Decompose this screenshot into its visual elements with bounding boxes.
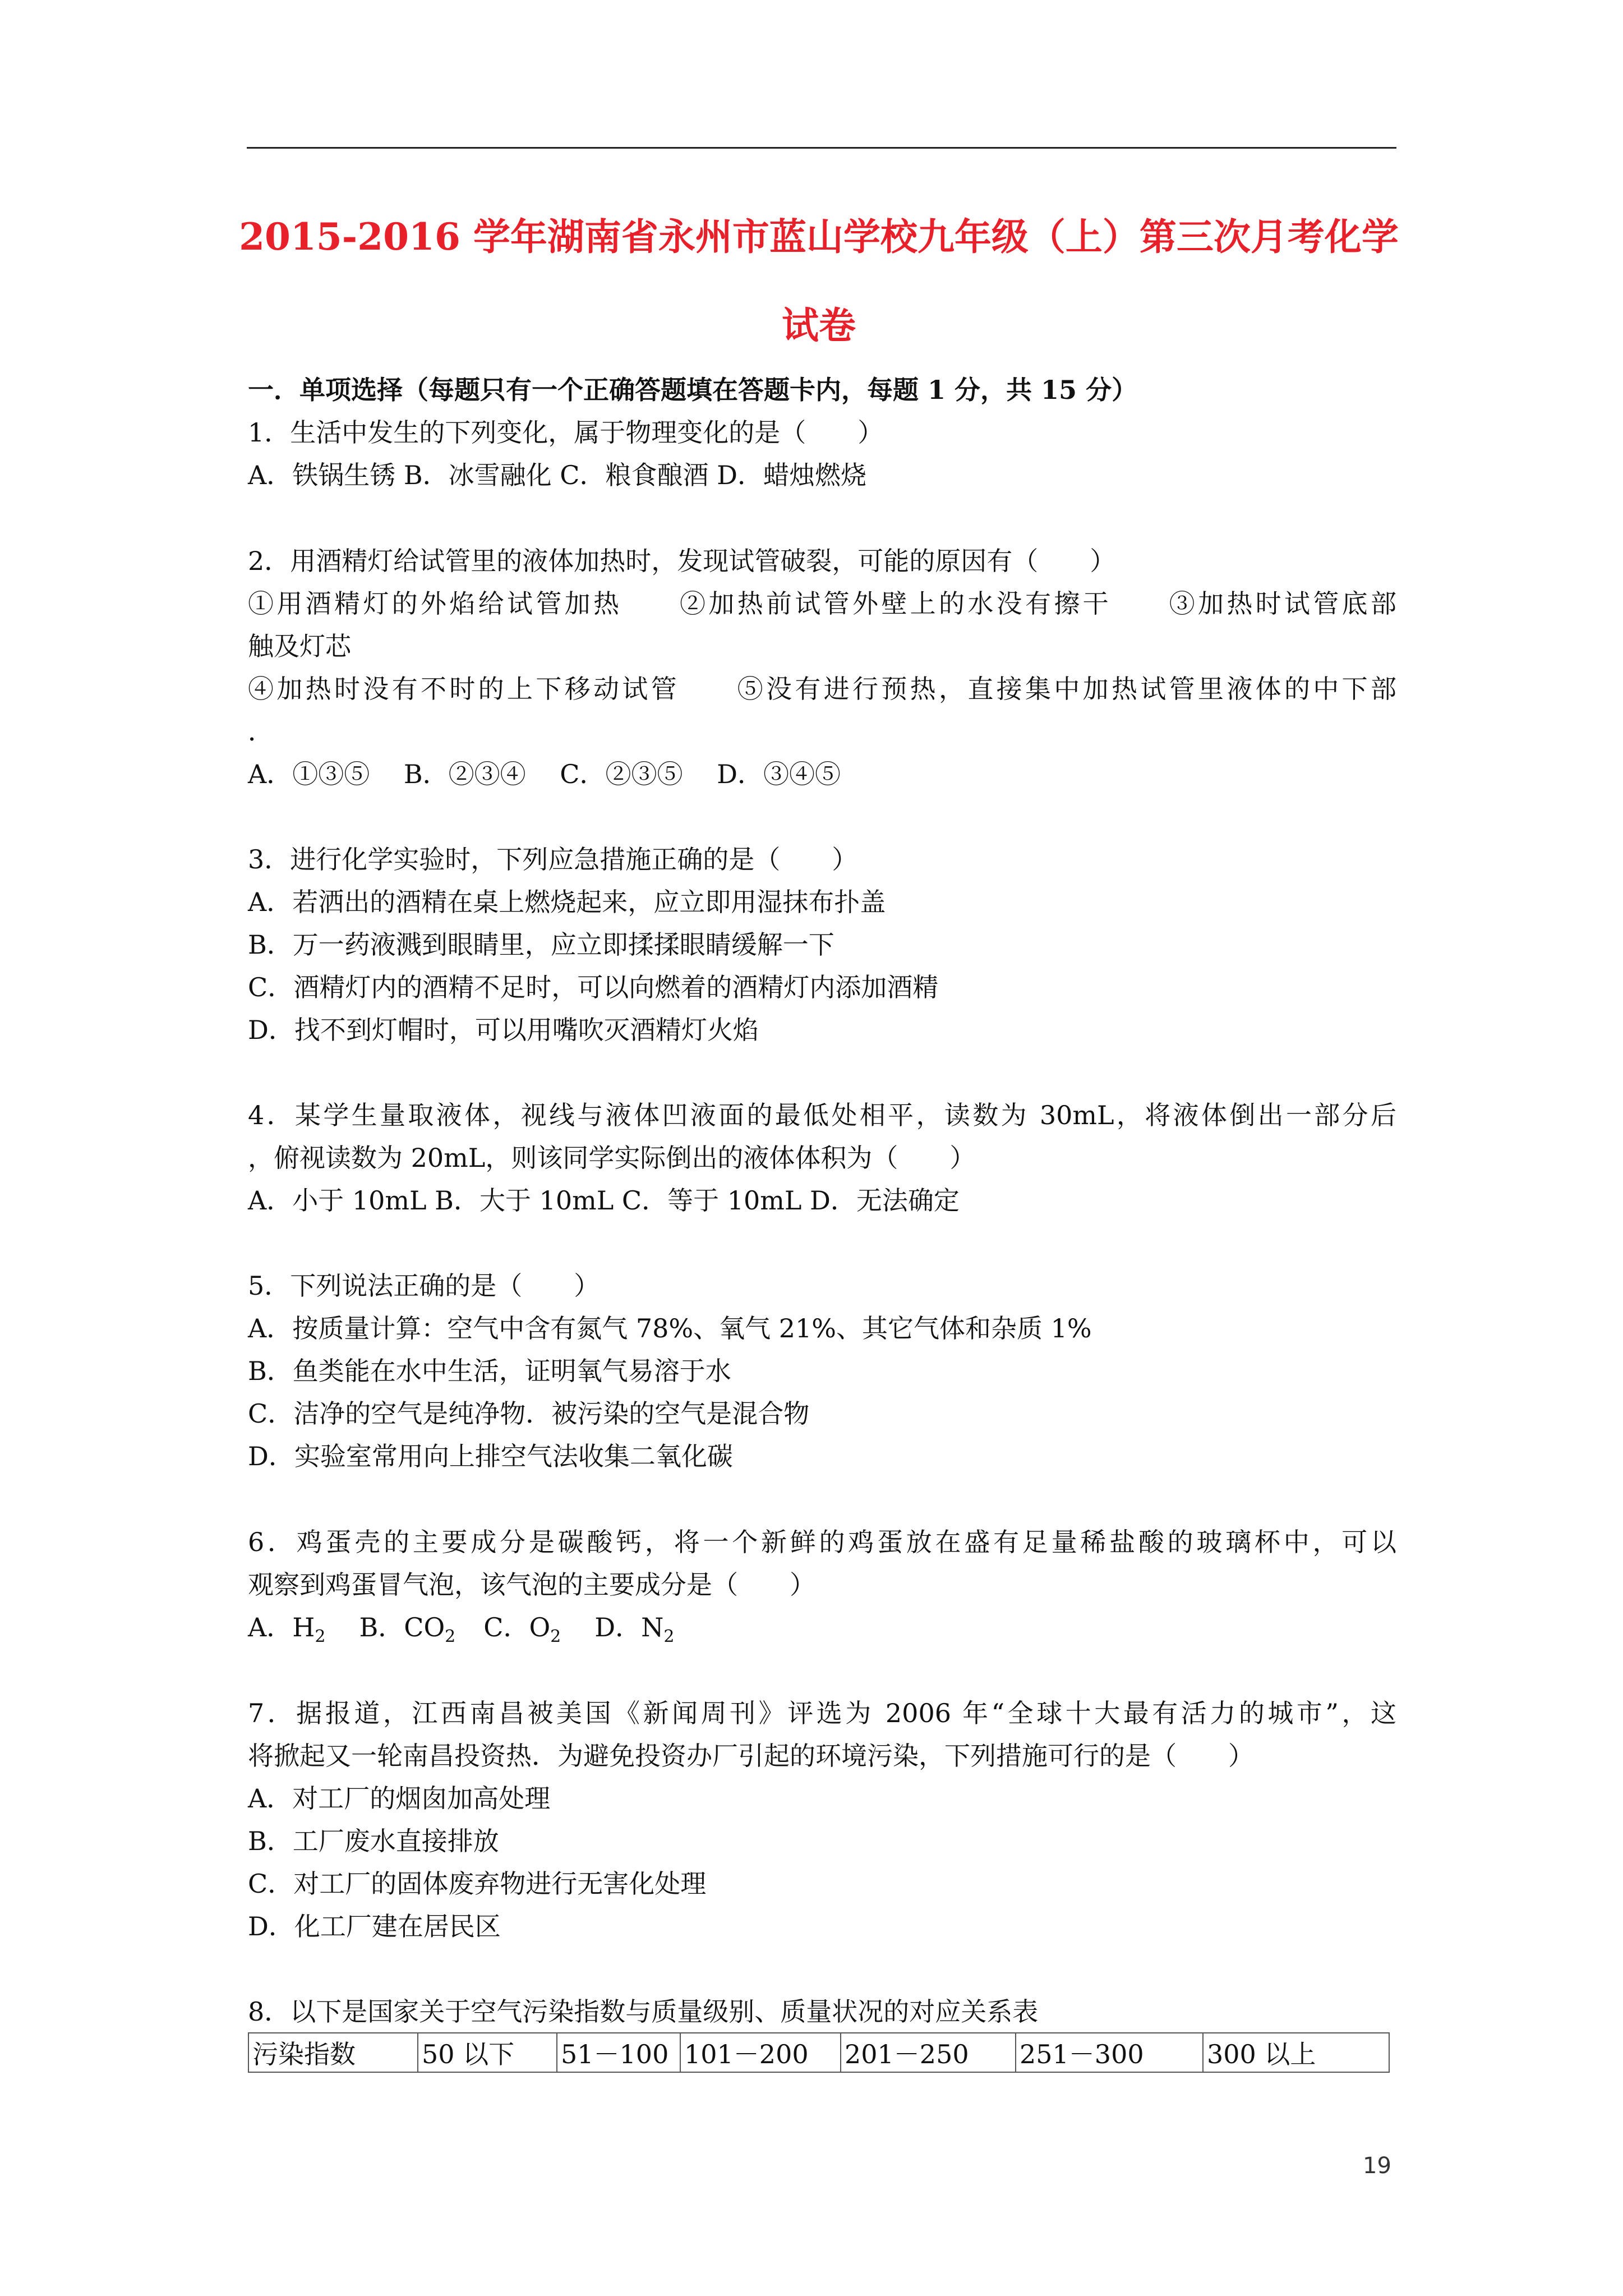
- q2-condition-line4: ．: [248, 716, 274, 747]
- q2-condition-line3: ④加热时没有不时的上下移动试管 ⑤没有进行预热，直接集中加热试管里液体的中下部: [248, 674, 1396, 704]
- q6-option-b: B．$CO_2$: [359, 1612, 456, 1647]
- q2-condition-line2: 触及灯芯: [248, 631, 351, 661]
- q7-stem-line1: 7．据报道，江西南昌被美国《新闻周刊》评选为 2006 年“全球十大最有活力的城市”，这: [248, 1698, 1396, 1728]
- q3-stem: 3．进行化学实验时，下列应急措施正确的是（ ）: [248, 844, 858, 875]
- q2-options: A．①③⑤ B．②③④ C．②③⑤ D．③④⑤: [248, 759, 841, 789]
- q7-option-a: A．对工厂的烟囱加高处理: [248, 1783, 551, 1814]
- q2-condition-line1: ①用酒精灯的外焰给试管加热 ②加热前试管外壁上的水没有擦干 ③加热时试管底部: [248, 588, 1396, 619]
- q7-option-c: C．对工厂的固体废弃物进行无害化处理: [248, 1869, 707, 1899]
- table-cell: 污染指数: [248, 2033, 418, 2072]
- q7-option-d: D．化工厂建在居民区: [248, 1911, 501, 1941]
- exam-title-line2: 试卷: [782, 303, 856, 347]
- q5-option-b: B．鱼类能在水中生活，证明氧气易溶于水: [248, 1356, 731, 1386]
- q5-option-d: D．实验室常用向上排空气法收集二氧化碳: [248, 1441, 733, 1471]
- q2-stem: 2．用酒精灯给试管里的液体加热时，发现试管破裂，可能的原因有（ ）: [248, 546, 1116, 576]
- q4-options: A．小于 10mL B．大于 10mL C．等于 10mL D．无法确定: [248, 1185, 960, 1216]
- table-cell: 51－100: [557, 2033, 680, 2072]
- table-row: [248, 2033, 1389, 2072]
- table-cell: 300 以上: [1203, 2033, 1389, 2072]
- exam-title-line1: 2015-2016 学年湖南省永州市蓝山学校九年级（上）第三次月考化学: [239, 215, 1399, 259]
- q6-options: [248, 1611, 675, 1654]
- q1-options: A．铁锅生锈 B．冰雪融化 C．粮食酿酒 D．蜡烛燃烧: [248, 460, 866, 490]
- q4-stem-line2: ，俯视读数为 20mL，则该同学实际倒出的液体体积为（ ）: [248, 1143, 976, 1173]
- q4-stem-line1: 4．某学生量取液体，视线与液体凹液面的最低处相平，读数为 30mL，将液体倒出一部分后: [248, 1100, 1396, 1130]
- q3-option-a: A．若洒出的酒精在桌上燃烧起来，应立即用湿抹布扑盖: [248, 887, 886, 917]
- table-cell: 251－300: [1016, 2033, 1203, 2072]
- q8-stem: 8．以下是国家关于空气污染指数与质量级别、质量状况的对应关系表: [248, 1996, 1039, 2027]
- header-rule: [247, 147, 1396, 149]
- q5-stem: 5．下列说法正确的是（ ）: [248, 1271, 600, 1301]
- table-cell: 201－250: [841, 2033, 1016, 2072]
- section-heading: 一．单项选择（每题只有一个正确答题填在答题卡内，每题 1 分，共 15 分）: [248, 375, 1138, 405]
- pollution-index-table: [248, 2032, 1390, 2073]
- q6-stem-line1: 6．鸡蛋壳的主要成分是碳酸钙，将一个新鲜的鸡蛋放在盛有足量稀盐酸的玻璃杯中，可以: [248, 1527, 1396, 1557]
- page-number: 19: [1363, 2153, 1391, 2179]
- q6-option-a: A．$H_2$: [248, 1612, 326, 1647]
- q3-option-c: C．酒精灯内的酒精不足时，可以向燃着的酒精灯内添加酒精: [248, 972, 939, 1002]
- q3-option-b: B．万一药液溅到眼睛里，应立即揉揉眼睛缓解一下: [248, 930, 834, 960]
- q7-stem-line2: 将掀起又一轮南昌投资热．为避免投资办厂引起的环境污染，下列措施可行的是（ ）: [248, 1741, 1254, 1771]
- q3-option-d: D．找不到灯帽时，可以用嘴吹灭酒精灯火焰: [248, 1015, 759, 1045]
- table-cell: 101－200: [680, 2033, 841, 2072]
- q5-option-a: A．按质量计算：空气中含有氮气 78%、氧气 21%、其它气体和杂质 1%: [248, 1313, 1092, 1343]
- q5-option-c: C．洁净的空气是纯净物．被污染的空气是混合物: [248, 1398, 810, 1429]
- q6-option-c: C．$O_2$: [483, 1612, 561, 1647]
- q1-stem: 1．生活中发生的下列变化，属于物理变化的是（ ）: [248, 417, 884, 448]
- table-cell: 50 以下: [418, 2033, 557, 2072]
- q6-option-d: D．$N_2$: [594, 1612, 675, 1647]
- q7-option-b: B．工厂废水直接排放: [248, 1826, 499, 1856]
- q6-stem-line2: 观察到鸡蛋冒气泡，该气泡的主要成分是（ ）: [248, 1570, 815, 1600]
